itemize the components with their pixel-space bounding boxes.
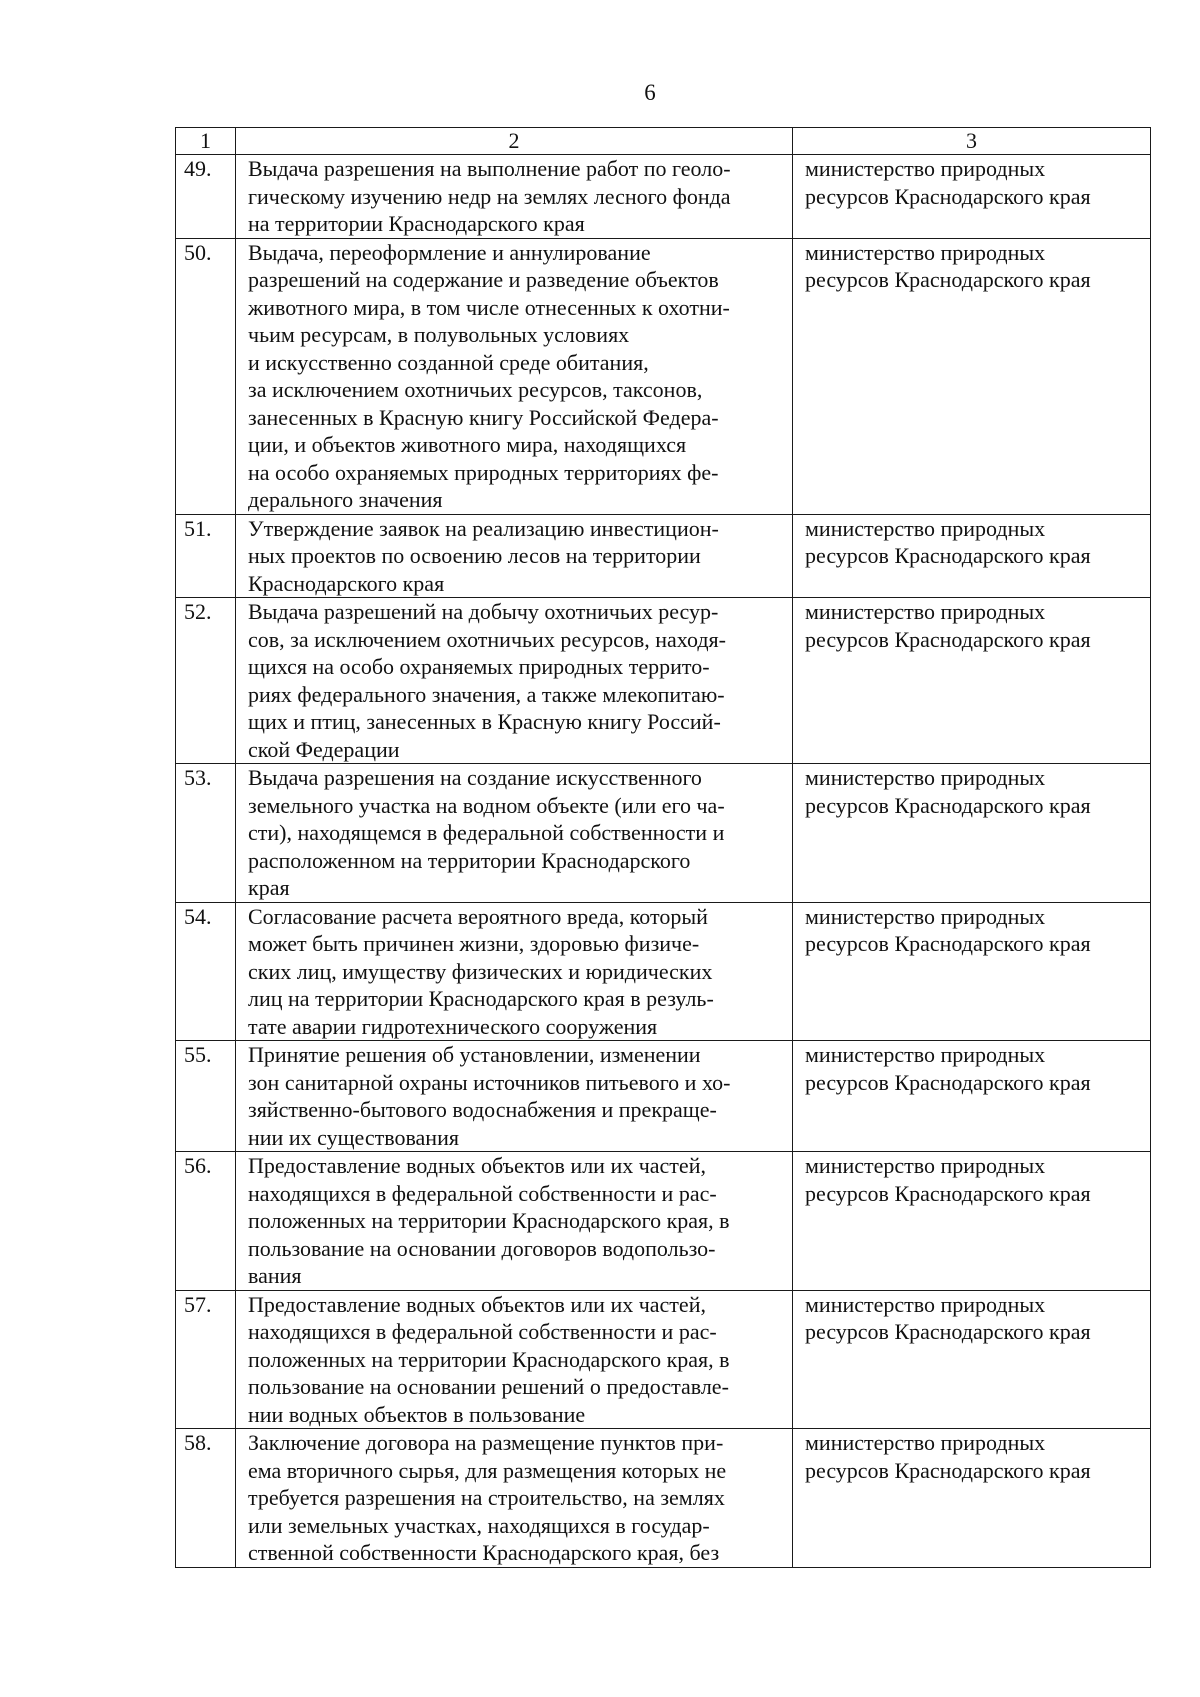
service-line: за исключением охотничьих ресурсов, таксонов, [248, 377, 703, 402]
service-line: может быть причинен жизни, здоровью физиче- [248, 931, 700, 956]
authority-line: ресурсов Краснодарского края [805, 1319, 1091, 1344]
service-line: Выдача разрешения на создание искусственного [248, 765, 702, 790]
service-description-cell [236, 238, 793, 514]
service-line: и искусственно созданной среде обитания, [248, 349, 649, 375]
service-line: Краснодарского края [248, 570, 445, 596]
table-row [176, 155, 1151, 239]
service-line: Выдача разрешений на добычу охотничьих ресур- [248, 599, 719, 624]
service-line: дерального значения [248, 487, 443, 512]
row-number-cell: 56. [176, 1152, 236, 1291]
table-row [176, 1152, 1151, 1291]
authority-cell [793, 514, 1151, 598]
service-line: ных проектов по освоению лесов на территории [248, 543, 701, 568]
service-line: пользование на основании договоров водопользо- [248, 1235, 716, 1261]
service-line: положенных на территории Краснодарского края, в [248, 1208, 730, 1233]
row-number-cell: 49. [176, 155, 236, 239]
service-line: ственной собственности Краснодарского края, без [248, 1540, 720, 1565]
authority-cell [793, 155, 1151, 239]
authority-line: министерство природных [805, 1153, 1046, 1178]
page-number: 6 [644, 80, 656, 105]
service-line: пользование на основании решений о предоставле- [248, 1374, 729, 1399]
service-line: на особо охраняемых природных территориях фе- [248, 459, 719, 485]
row-number-cell: 54. [176, 902, 236, 1041]
authority-cell [793, 1152, 1151, 1291]
service-line: тате аварии гидротехнического сооружения [248, 1013, 658, 1039]
service-description-cell [236, 902, 793, 1041]
service-line: лиц на территории Краснодарского края в резуль- [248, 986, 714, 1011]
service-description-cell [236, 1290, 793, 1429]
service-line: сов, за исключением охотничьих ресурсов, находя- [248, 626, 726, 652]
service-line: разрешений на содержание и разведение объектов [248, 267, 719, 292]
service-line: зяйственно-бытового водоснабжения и прекраще- [248, 1097, 717, 1122]
service-line: ции, и объектов животного мира, находящихся [248, 432, 687, 457]
authority-line: ресурсов Краснодарского края [805, 1069, 1091, 1095]
service-line: или земельных участках, находящихся в государ- [248, 1512, 710, 1538]
service-line: ской Федерации [248, 736, 400, 762]
service-line: на территории Краснодарского края [248, 211, 585, 236]
service-line: животного мира, в том числе отнесенных к охотни- [248, 294, 730, 320]
services-table-body [176, 128, 1151, 1568]
authority-line: министерство природных [805, 765, 1046, 790]
authority-line: ресурсов Краснодарского края [805, 183, 1091, 209]
service-line: Принятие решения об установлении, изменении [248, 1042, 701, 1067]
row-number-cell: 53. [176, 764, 236, 903]
service-description-cell [236, 1429, 793, 1568]
authority-line: министерство природных [805, 1042, 1046, 1067]
service-line: расположенном на территории Краснодарского [248, 847, 691, 873]
header-cell-service: 2 [236, 128, 793, 155]
service-line: Утверждение заявок на реализацию инвестицион- [248, 515, 719, 541]
service-line: занесенных в Красную книгу Российской Федера- [248, 404, 719, 430]
service-line: гическому изучению недр на землях лесного фонда [248, 183, 731, 209]
service-line: Предоставление водных объектов или их частей, [248, 1153, 706, 1178]
service-line: находящихся в федеральной собственности и рас- [248, 1180, 717, 1206]
service-line: нии их существования [248, 1124, 459, 1150]
authority-line: ресурсов Краснодарского края [805, 1180, 1091, 1206]
service-line: ема вторичного сырья, для размещения которых не [248, 1457, 727, 1483]
authority-line: министерство природных [805, 156, 1046, 181]
row-number-cell: 52. [176, 598, 236, 764]
header-cell-number: 1 [176, 128, 236, 155]
row-number-cell: 57. [176, 1290, 236, 1429]
service-line: находящихся в федеральной собственности и рас- [248, 1319, 717, 1344]
service-line: земельного участка на водном объекте (или его ча- [248, 792, 725, 818]
authority-line: ресурсов Краснодарского края [805, 626, 1091, 652]
service-line: нии водных объектов в пользование [248, 1401, 586, 1427]
service-description-cell [236, 1152, 793, 1291]
table-header-row [176, 128, 1151, 155]
authority-line: министерство природных [805, 599, 1046, 624]
service-line: щих и птиц, занесенных в Красную книгу Россий- [248, 709, 721, 734]
authority-cell [793, 902, 1151, 1041]
service-line: Выдача разрешения на выполнение работ по геоло- [248, 156, 731, 181]
authority-line: министерство природных [805, 1291, 1046, 1317]
table-row [176, 598, 1151, 764]
table-row [176, 902, 1151, 1041]
authority-cell [793, 764, 1151, 903]
service-line: зон санитарной охраны источников питьевого и хо- [248, 1069, 731, 1095]
service-description-cell [236, 155, 793, 239]
service-description-cell [236, 1041, 793, 1152]
service-line: требуется разрешения на строительство, на землях [248, 1485, 725, 1510]
row-number-cell: 51. [176, 514, 236, 598]
table-row [176, 764, 1151, 903]
service-line: Заключение договора на размещение пунктов при- [248, 1430, 724, 1455]
authority-cell [793, 598, 1151, 764]
service-line: Предоставление водных объектов или их частей, [248, 1291, 706, 1317]
service-description-cell [236, 598, 793, 764]
row-number-cell: 55. [176, 1041, 236, 1152]
authority-line: министерство природных [805, 515, 1046, 541]
authority-line: ресурсов Краснодарского края [805, 543, 1091, 568]
authority-line: ресурсов Краснодарского края [805, 931, 1091, 956]
table-row [176, 1290, 1151, 1429]
row-number-cell: 50. [176, 238, 236, 514]
table-row [176, 1041, 1151, 1152]
service-line: Выдача, переоформление и аннулирование [248, 239, 651, 265]
authority-line: ресурсов Краснодарского края [805, 792, 1091, 818]
service-line: края [248, 875, 290, 900]
row-number-cell: 58. [176, 1429, 236, 1568]
authority-line: ресурсов Краснодарского края [805, 1457, 1091, 1483]
service-line: положенных на территории Краснодарского края, в [248, 1346, 730, 1372]
authority-cell [793, 1290, 1151, 1429]
table-row [176, 238, 1151, 514]
service-description-cell [236, 514, 793, 598]
authority-cell [793, 238, 1151, 514]
authority-line: министерство природных [805, 1430, 1046, 1455]
table-row [176, 514, 1151, 598]
service-line: ских лиц, имуществу физических и юридических [248, 958, 713, 984]
service-line: Согласование расчета вероятного вреда, который [248, 903, 708, 929]
authority-line: министерство природных [805, 903, 1046, 929]
authority-line: ресурсов Краснодарского края [805, 267, 1091, 292]
service-description-cell [236, 764, 793, 903]
service-line: сти), находящемся в федеральной собственности и [248, 820, 725, 845]
authority-line: министерство природных [805, 239, 1046, 265]
service-line: чьим ресурсам, в полувольных условиях [248, 322, 630, 347]
service-line: вания [248, 1263, 302, 1288]
header-cell-authority: 3 [793, 128, 1151, 155]
services-table [175, 127, 1151, 1568]
service-line: риях федерального значения, а также млекопитаю- [248, 681, 725, 707]
table-row [176, 1429, 1151, 1568]
authority-cell [793, 1429, 1151, 1568]
authority-cell [793, 1041, 1151, 1152]
service-line: щихся на особо охраняемых природных террито- [248, 654, 710, 679]
